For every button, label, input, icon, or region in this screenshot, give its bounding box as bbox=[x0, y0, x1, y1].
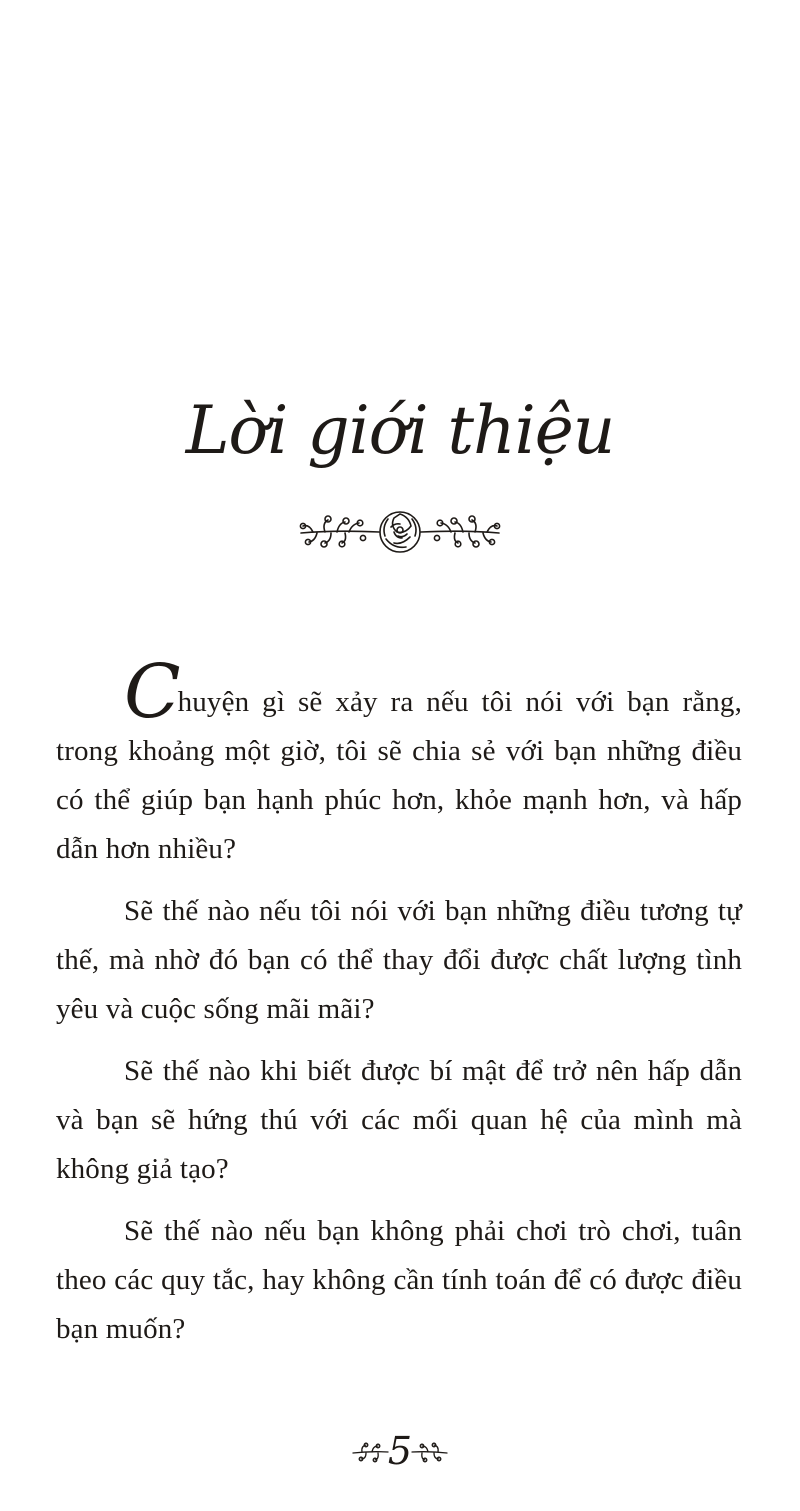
chapter-title: Lời giới thiệu bbox=[185, 392, 615, 469]
paragraph-3: Sẽ thế nào khi biết được bí mật để trở nên hấp dẫn và bạn sẽ hứng thú với các mối quan hệ của mình mà không giả tạo? bbox=[56, 1055, 742, 1185]
floral-rosette-vine-icon bbox=[295, 505, 505, 560]
paragraph-2: Sẽ thế nào nếu tôi nói với bạn những điều tương tự thế, mà nhờ đó bạn có thể thay đổi được chất lượng tình yêu và cuộc sống mãi mãi? bbox=[56, 895, 742, 1025]
drop-cap: C bbox=[124, 649, 178, 735]
page-number-folio bbox=[350, 1428, 450, 1474]
body-text bbox=[56, 649, 742, 1367]
paragraph-1 bbox=[56, 649, 742, 874]
paragraph-1-text: huyện gì sẽ xảy ra nếu tôi nói với bạn rằng, trong khoảng một giờ, tôi sẽ chia sẻ với bạn những điều có thể giúp bạn hạnh phúc hơn, khỏe mạnh hơn, và hấp dẫn hơn nhiều? bbox=[56, 686, 742, 865]
paragraph-4: Sẽ thế nào nếu bạn không phải chơi trò chơi, tuân theo các quy tắc, hay không cần tính toán để có được điều bạn muốn? bbox=[56, 1215, 742, 1345]
page-number: 5 bbox=[387, 1429, 413, 1473]
